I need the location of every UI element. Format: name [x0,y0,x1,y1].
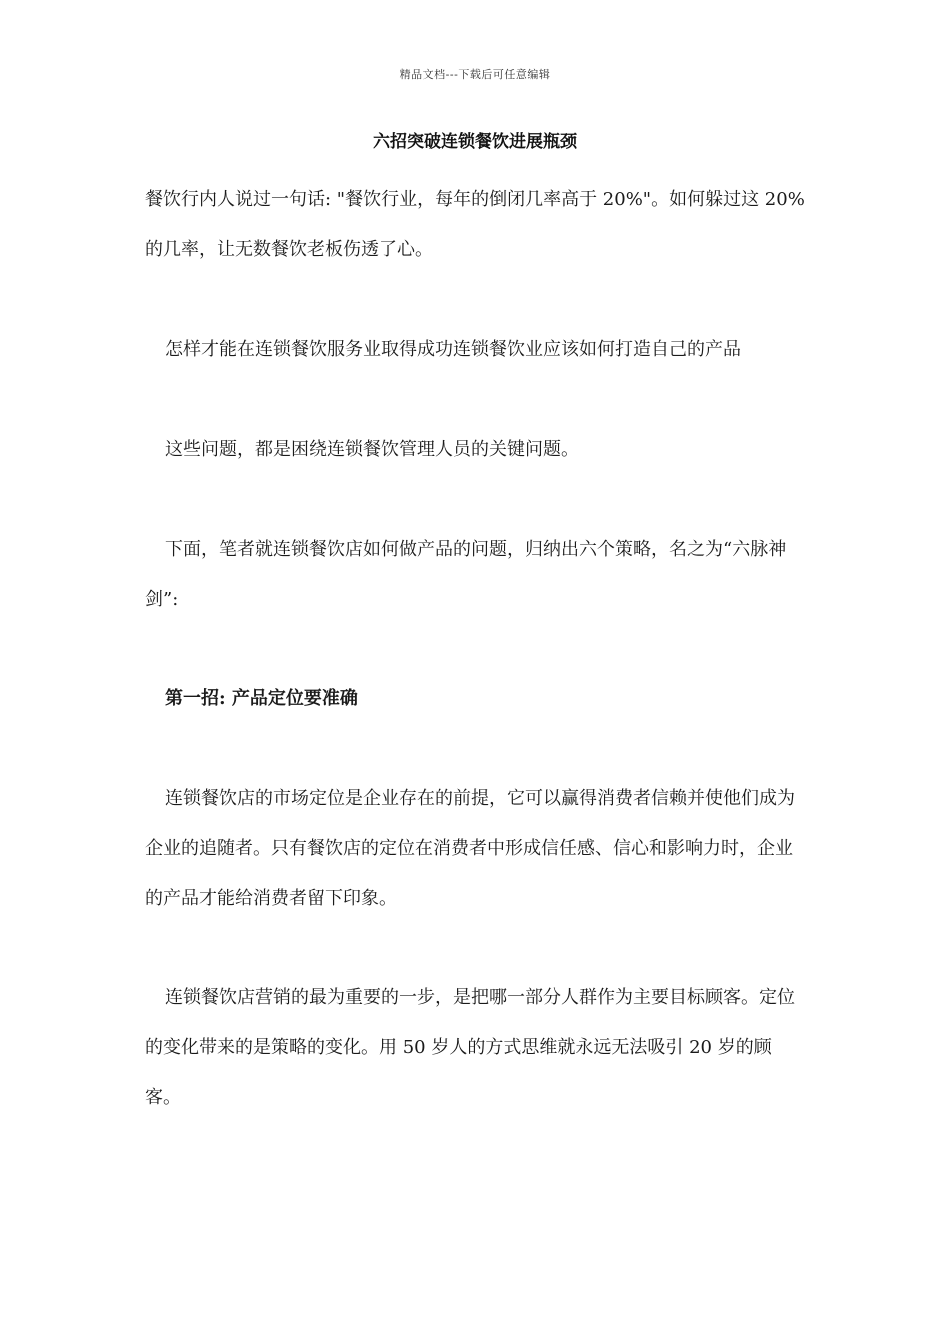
paragraph-target-customers: 连锁餐饮店营销的最为重要的一步，是把哪一部分人群作为主要目标顾客。定位的变化带来的是策略的变化。用 50 岁人的方式思维就永远无法吸引 20 岁的顾客。 [145,987,795,1108]
paragraph-positioning: 连锁餐饮店的市场定位是企业存在的前提，它可以赢得消费者信赖并使他们成为企业的追随者。只有餐饮店的定位在消费者中形成信任感、信心和影响力时，企业的产品才能给消费者留下印象。 [145,788,795,909]
section-heading: 第一招: 产品定位要准确 [165,688,358,709]
document-title: 六招突破连锁餐饮进展瓶颈 [373,132,577,152]
paragraph-strategies: 下面，笔者就连锁餐饮店如何做产品的问题，归纳出六个策略，名之为“六脉神剑”: [145,539,787,610]
header-note: 精品文档---下载后可任意编辑 [399,68,551,81]
paragraph-question: 怎样才能在连锁餐饮服务业取得成功连锁餐饮业应该如何打造自己的产品 [165,339,741,360]
paragraph-issues: 这些问题，都是困绕连锁餐饮管理人员的关键问题。 [165,439,579,460]
paragraph-intro: 餐饮行内人说过一句话: "餐饮行业，每年的倒闭几率高于 20%"。如何躲过这 20%的几率，让无数餐饮老板伤透了心。 [145,189,805,260]
